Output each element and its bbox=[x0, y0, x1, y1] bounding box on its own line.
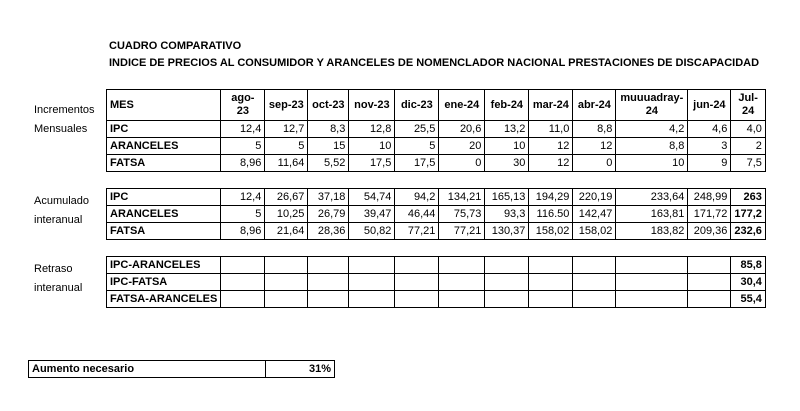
table-row bbox=[107, 206, 766, 223]
data-cell: 12,8 bbox=[349, 121, 395, 138]
empty-cell bbox=[616, 257, 688, 274]
data-cell: 142,47 bbox=[573, 206, 616, 223]
row-label: FATSA bbox=[107, 155, 221, 172]
month-header: oct-23 bbox=[308, 90, 349, 121]
table-row bbox=[107, 189, 766, 206]
title-line-2: INDICE DE PRECIOS AL CONSUMIDOR Y ARANCELES DE NOMENCLADOR NACIONAL PRESTACIONES DE DISCAPACIDAD bbox=[109, 57, 760, 69]
empty-cell bbox=[485, 274, 529, 291]
data-cell: 26,67 bbox=[265, 189, 308, 206]
aumento-box bbox=[28, 360, 335, 378]
data-cell: 158,02 bbox=[573, 223, 616, 240]
data-cell: 171,72 bbox=[688, 206, 731, 223]
empty-cell bbox=[616, 291, 688, 308]
empty-cell bbox=[395, 291, 439, 308]
month-header: abr-24 bbox=[573, 90, 616, 121]
aumento-label: Aumento necesario bbox=[29, 361, 266, 378]
data-cell: 37,18 bbox=[308, 189, 349, 206]
empty-cell bbox=[221, 274, 265, 291]
month-header: mar-24 bbox=[529, 90, 573, 121]
data-cell: 116.50 bbox=[529, 206, 573, 223]
data-cell: 10 bbox=[485, 138, 529, 155]
mes-header: MES bbox=[107, 90, 221, 121]
month-header: nov-23 bbox=[349, 90, 395, 121]
empty-cell bbox=[349, 274, 395, 291]
data-cell: 209,36 bbox=[688, 223, 731, 240]
data-cell: 13,2 bbox=[485, 121, 529, 138]
data-cell: 75,73 bbox=[439, 206, 485, 223]
empty-cell bbox=[573, 291, 616, 308]
empty-cell bbox=[265, 274, 308, 291]
data-cell: 183,82 bbox=[616, 223, 688, 240]
data-cell: 93,3 bbox=[485, 206, 529, 223]
data-cell: 10 bbox=[349, 138, 395, 155]
data-cell: 5 bbox=[221, 138, 265, 155]
data-cell: 39,47 bbox=[349, 206, 395, 223]
data-cell: 54,74 bbox=[349, 189, 395, 206]
spacer bbox=[107, 240, 766, 257]
empty-cell bbox=[529, 257, 573, 274]
data-cell: 263 bbox=[731, 189, 766, 206]
data-cell: 12,7 bbox=[265, 121, 308, 138]
data-cell: 20,6 bbox=[439, 121, 485, 138]
month-header: feb-24 bbox=[485, 90, 529, 121]
data-cell: 8,8 bbox=[616, 138, 688, 155]
month-header: ene-24 bbox=[439, 90, 485, 121]
data-cell: 4,2 bbox=[616, 121, 688, 138]
table-row bbox=[107, 138, 766, 155]
spacer bbox=[107, 172, 766, 189]
row-label: FATSA-ARANCELES bbox=[107, 291, 221, 308]
data-cell: 158,02 bbox=[529, 223, 573, 240]
data-cell: 220,19 bbox=[573, 189, 616, 206]
data-cell: 4,0 bbox=[731, 121, 766, 138]
month-header: sep-23 bbox=[265, 90, 308, 121]
data-cell: 9 bbox=[688, 155, 731, 172]
data-cell: 15 bbox=[308, 138, 349, 155]
empty-cell bbox=[485, 291, 529, 308]
empty-cell bbox=[221, 257, 265, 274]
data-cell: 17,5 bbox=[395, 155, 439, 172]
table-row bbox=[107, 257, 766, 274]
empty-cell bbox=[439, 274, 485, 291]
data-cell: 8,96 bbox=[221, 155, 265, 172]
data-cell: 11,64 bbox=[265, 155, 308, 172]
data-cell: 25,5 bbox=[395, 121, 439, 138]
data-cell: 194,29 bbox=[529, 189, 573, 206]
section-label-acumulado: Acumulado interanual bbox=[34, 195, 90, 226]
month-header: ago- 23 bbox=[221, 90, 265, 121]
empty-cell bbox=[265, 257, 308, 274]
empty-cell bbox=[529, 291, 573, 308]
empty-cell bbox=[616, 274, 688, 291]
spacer-row bbox=[107, 172, 766, 189]
aumento-value: 31% bbox=[266, 361, 335, 378]
empty-cell bbox=[573, 257, 616, 274]
month-header: muuuadray- 24 bbox=[616, 90, 688, 121]
data-cell: 5 bbox=[221, 206, 265, 223]
data-cell: 12,4 bbox=[221, 121, 265, 138]
data-cell: 26,79 bbox=[308, 206, 349, 223]
data-cell: 0 bbox=[573, 155, 616, 172]
row-label: ARANCELES bbox=[107, 138, 221, 155]
empty-cell bbox=[265, 291, 308, 308]
empty-cell bbox=[439, 291, 485, 308]
data-cell: 5,52 bbox=[308, 155, 349, 172]
table-row bbox=[107, 155, 766, 172]
data-cell: 30 bbox=[485, 155, 529, 172]
table-row bbox=[107, 121, 766, 138]
empty-cell bbox=[349, 291, 395, 308]
data-cell: 248,99 bbox=[688, 189, 731, 206]
table-row bbox=[107, 223, 766, 240]
data-cell: 12 bbox=[529, 138, 573, 155]
empty-cell bbox=[688, 291, 731, 308]
table-row bbox=[107, 291, 766, 308]
empty-cell bbox=[529, 274, 573, 291]
data-cell: 30,4 bbox=[731, 274, 766, 291]
empty-cell bbox=[395, 257, 439, 274]
data-cell: 5 bbox=[265, 138, 308, 155]
data-cell: 12,4 bbox=[221, 189, 265, 206]
empty-cell bbox=[221, 291, 265, 308]
data-cell: 177,2 bbox=[731, 206, 766, 223]
data-cell: 85,8 bbox=[731, 257, 766, 274]
data-cell: 12 bbox=[529, 155, 573, 172]
month-header: jun-24 bbox=[688, 90, 731, 121]
data-cell: 8,8 bbox=[573, 121, 616, 138]
data-cell: 232,6 bbox=[731, 223, 766, 240]
empty-cell bbox=[308, 257, 349, 274]
data-cell: 50,82 bbox=[349, 223, 395, 240]
table-row bbox=[107, 274, 766, 291]
row-label: FATSA bbox=[107, 223, 221, 240]
empty-cell bbox=[688, 257, 731, 274]
empty-cell bbox=[485, 257, 529, 274]
data-cell: 46,44 bbox=[395, 206, 439, 223]
row-label: IPC-ARANCELES bbox=[107, 257, 221, 274]
empty-cell bbox=[439, 257, 485, 274]
data-cell: 163,81 bbox=[616, 206, 688, 223]
data-cell: 233,64 bbox=[616, 189, 688, 206]
section-label-mensuales: Incrementos Mensuales bbox=[34, 104, 95, 135]
data-cell: 130,37 bbox=[485, 223, 529, 240]
data-cell: 11,0 bbox=[529, 121, 573, 138]
empty-cell bbox=[308, 291, 349, 308]
empty-cell bbox=[308, 274, 349, 291]
month-header: Jul-24 bbox=[731, 90, 766, 121]
data-cell: 0 bbox=[439, 155, 485, 172]
data-cell: 134,21 bbox=[439, 189, 485, 206]
data-cell: 12 bbox=[573, 138, 616, 155]
title-line-1: CUADRO COMPARATIVO bbox=[109, 40, 242, 52]
row-label: IPC-FATSA bbox=[107, 274, 221, 291]
empty-cell bbox=[349, 257, 395, 274]
section-label-retraso: Retraso interanual bbox=[34, 263, 83, 294]
data-cell: 20 bbox=[439, 138, 485, 155]
data-cell: 94,2 bbox=[395, 189, 439, 206]
data-cell: 2 bbox=[731, 138, 766, 155]
data-cell: 8,3 bbox=[308, 121, 349, 138]
data-cell: 77,21 bbox=[439, 223, 485, 240]
data-cell: 4,6 bbox=[688, 121, 731, 138]
data-cell: 10 bbox=[616, 155, 688, 172]
empty-cell bbox=[395, 274, 439, 291]
empty-cell bbox=[573, 274, 616, 291]
spacer-row bbox=[107, 240, 766, 257]
header-row bbox=[107, 90, 766, 121]
data-cell: 28,36 bbox=[308, 223, 349, 240]
row-label: ARANCELES bbox=[107, 206, 221, 223]
data-cell: 10,25 bbox=[265, 206, 308, 223]
empty-cell bbox=[688, 274, 731, 291]
data-cell: 17,5 bbox=[349, 155, 395, 172]
data-cell: 8,96 bbox=[221, 223, 265, 240]
row-label: IPC bbox=[107, 121, 221, 138]
data-cell: 7,5 bbox=[731, 155, 766, 172]
data-cell: 77,21 bbox=[395, 223, 439, 240]
month-header: dic-23 bbox=[395, 90, 439, 121]
data-cell: 3 bbox=[688, 138, 731, 155]
data-cell: 165,13 bbox=[485, 189, 529, 206]
data-cell: 55,4 bbox=[731, 291, 766, 308]
data-cell: 21,64 bbox=[265, 223, 308, 240]
row-label: IPC bbox=[107, 189, 221, 206]
comparison-table bbox=[106, 89, 766, 308]
data-cell: 5 bbox=[395, 138, 439, 155]
